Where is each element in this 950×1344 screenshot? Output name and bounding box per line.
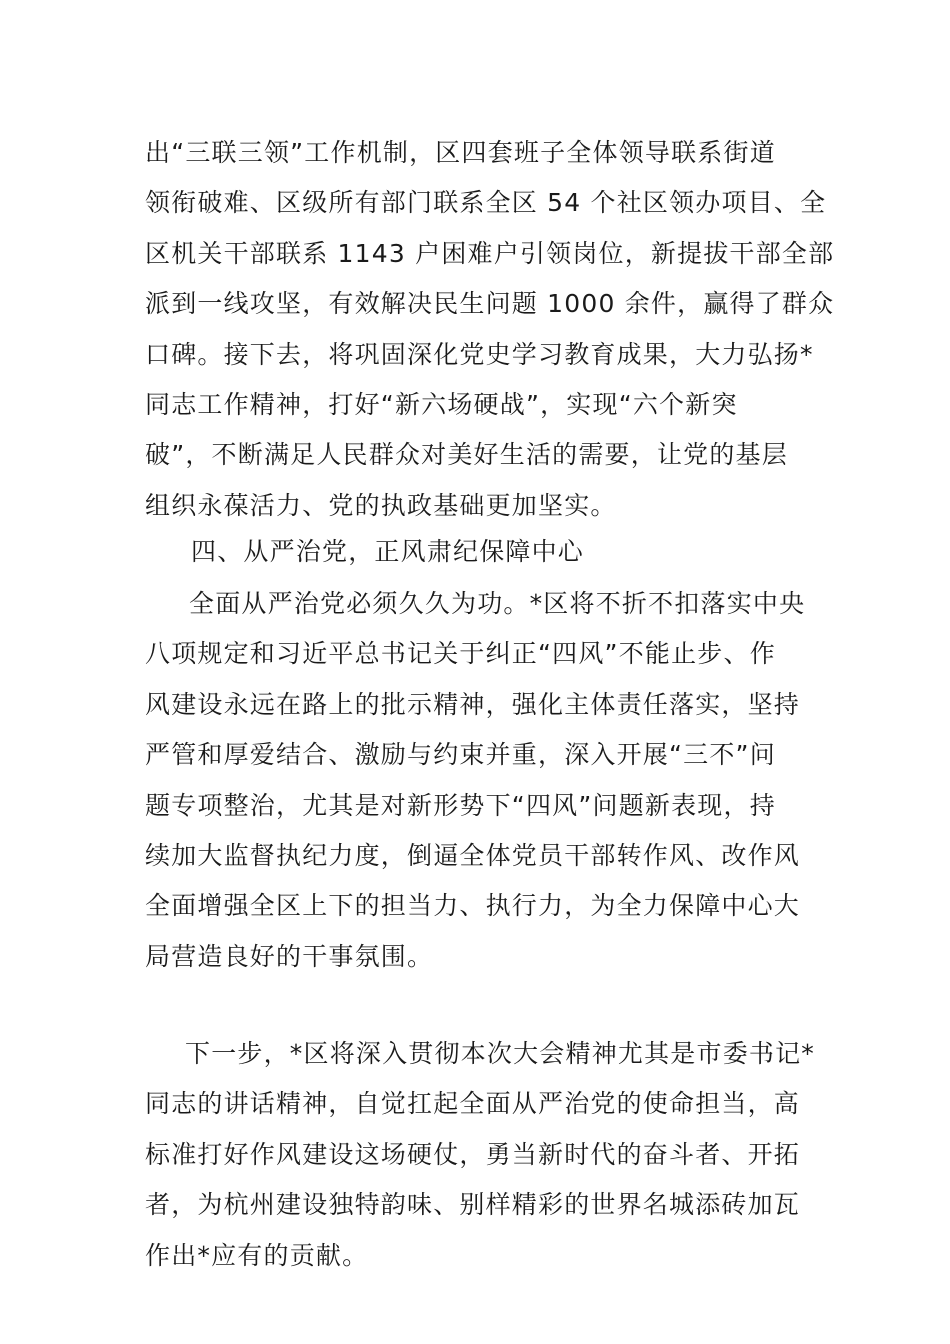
text-line: 同志的讲话精神，自觉扛起全面从严治党的使命担当，高 [145,1089,801,1119]
text-line: 者，为杭州建设独特韵味、别样精彩的世界名城添砖加瓦 [145,1190,801,1220]
text-line: 同志工作精神，打好“新六场硬战”，实现“六个新突 [145,389,738,419]
text-line: 下一步，*区将深入贯彻本次大会精神尤其是市委书记* [185,1039,816,1068]
text-line: 领衔破难、区级所有部门联系全区 54 个社区领办项目、全 [145,188,827,218]
text-line: 出“三联三领”工作机制，区四套班子全体领导联系街道 [145,138,776,167]
section-heading-four [145,527,807,577]
section-heading: 四、从严治党，正风肃纪保障中心 [191,537,585,566]
text-line: 组织永葆活力、党的执政基础更加坚实。 [145,490,617,520]
text-line: 局营造良好的干事氛围。 [145,941,434,971]
text-line: 续加大监督执纪力度，倒逼全体党员干部转作风、改作风 [145,840,801,870]
paragraph-strict-governance [145,579,807,982]
text-line: 严管和厚爱结合、激励与约束并重，深入开展“三不”问 [145,740,776,770]
text-line: 作出*应有的贡献。 [145,1240,369,1270]
text-line: 全面从严治党必须久久为功。*区将不折不扣落实中央 [189,589,806,618]
text-line: 八项规定和习近平总书记关于纠正“四风”不能止步、作 [145,639,776,669]
text-line: 破”，不断满足人民群众对美好生活的需要，让党的基层 [145,440,788,470]
text-line: 题专项整治，尤其是对新形势下“四风”问题新表现，持 [145,790,776,820]
paragraph-next-step [145,1029,816,1281]
text-line: 风建设永远在路上的批示精神，强化主体责任落实，坚持 [145,689,801,719]
text-line: 区机关干部联系 1143 户困难户引领岗位，新提拔干部全部 [145,238,835,268]
text-line: 口碑。接下去，将巩固深化党史学习教育成果，大力弘扬* [145,339,814,369]
text-line: 派到一线攻坚，有效解决民生问题 1000 余件，赢得了群众 [145,289,835,319]
text-line: 标准打好作风建设这场硬仗，勇当新时代的奋斗者、开拓 [145,1139,801,1169]
text-line: 全面增强全区上下的担当力、执行力，为全力保障中心大 [145,891,801,921]
paragraph-three-links [145,128,835,531]
